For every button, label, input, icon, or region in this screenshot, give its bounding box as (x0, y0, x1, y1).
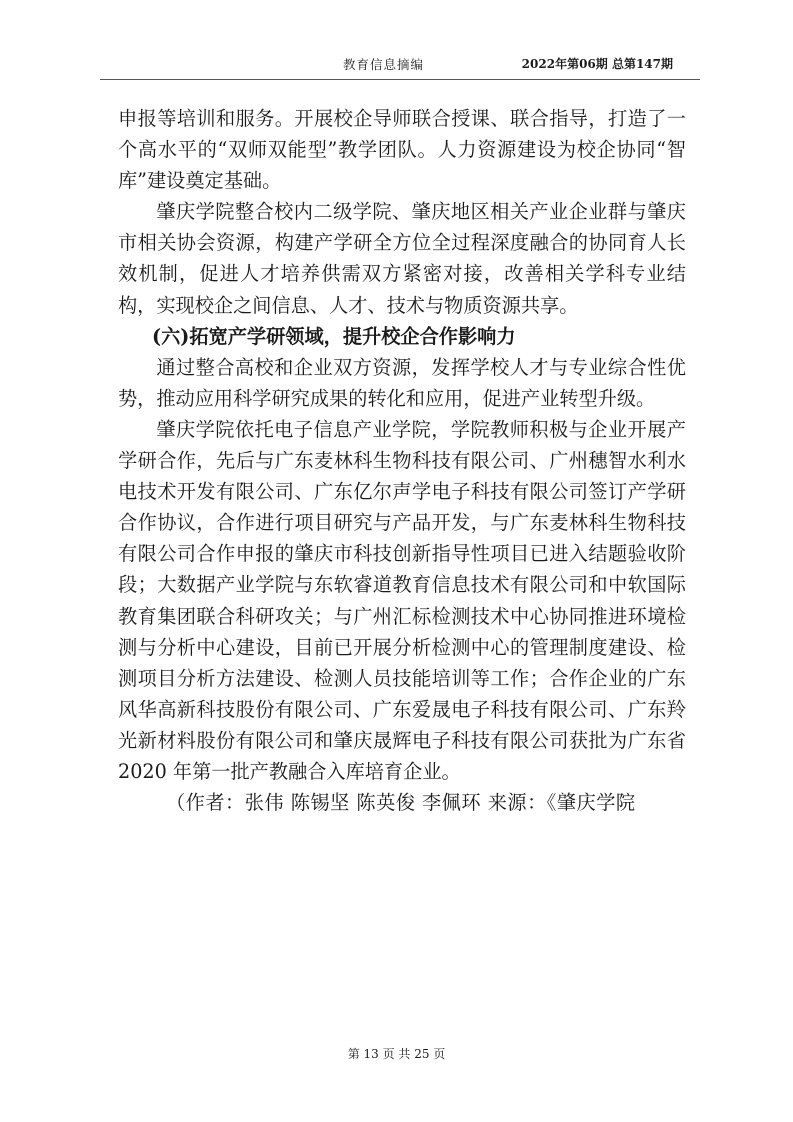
section-heading: (六)拓宽产学研领域，提升校企合作影响力 (152, 324, 516, 348)
paragraph: 肇庆学院整合校内二级学院、肇庆地区相关产业企业群与肇庆市相关协会资源，构建产学研全方位全过程深度融合的协同育人长效机制，促进人才培养供需双方紧密对接，改善相关学科专业结构，实现校企之间信息、人才、技术与物质资源共享。 (118, 200, 686, 317)
author-line: （作者：张伟 陈锡坚 陈英俊 李佩环 来源：《肇庆学院 (166, 791, 636, 815)
page-number: 第 13 页 共 25 页 (347, 1047, 446, 1061)
paragraph: 肇庆学院依托电子信息产业学院，学院教师积极与企业开展产学研合作，先后与广东麦林科生物科技有限公司、广州穗智水利水电技术开发有限公司、广东亿尔声学电子科技有限公司签订产学研合作协议，合作进行项目研究与产品开发，与广东麦林科生物科技有限公司合作申报的肇庆市科技创新指导性项目已进入结题验收阶段；大数据产业学院与东软睿道教育信息技术有限公司和中软国际教育集团联合科研攻关；与广州汇标检测技术中心协同推进环境检测与分析中心建设，目前已开展分析检测中心的管理制度建设、检测项目分析方法建设、检测人员技能培训等工作；合作企业的广东风华高新科技股份有限公司、广东爱晟电子科技有限公司、广东羚光新材料股份有限公司和肇庆晟辉电子科技有限公司获批为广东省 2020 年第一批产教融合入库培育企业。 (118, 417, 686, 783)
paragraph: 通过整合高校和企业双方资源，发挥学校人才与专业综合性优势，推动应用科学研究成果的转化和应用，促进产业转型升级。 (118, 355, 686, 410)
publication-name: 教育信息摘编 (343, 57, 425, 72)
issue-number: 2022年第06期 总第147期 (521, 57, 673, 71)
article-body (118, 103, 686, 818)
page-header (300, 55, 700, 75)
header-rule (100, 79, 700, 80)
paragraph: 申报等培训和服务。开展校企导师联合授课、联合指导，打造了一个高水平的“双师双能型”教学团队。人力资源建设为校企协同“智库”建设奠定基础。 (118, 107, 686, 193)
